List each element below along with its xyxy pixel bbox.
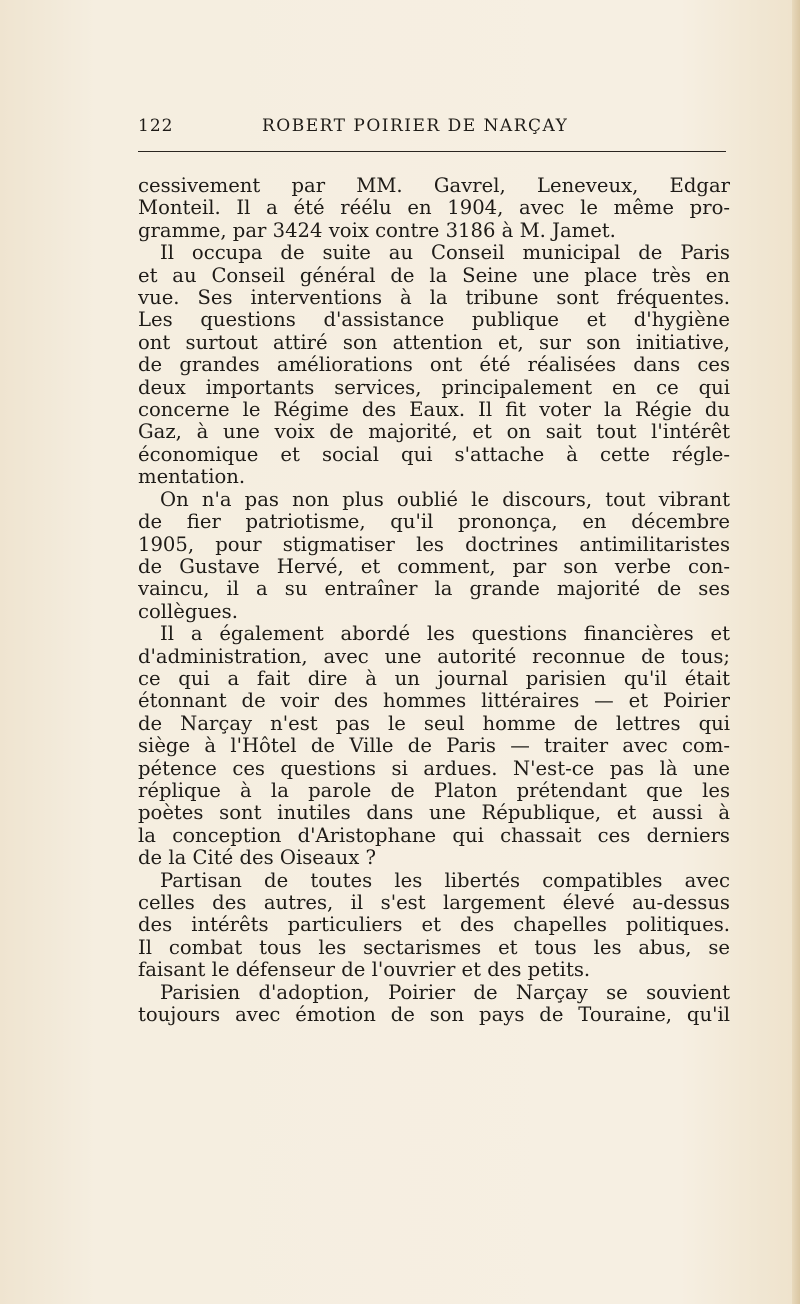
text-line: cessivement par MM. Gavrel, Leneveux, Edgar	[138, 175, 730, 197]
text-line: Il a également abordé les questions financières et	[160, 623, 730, 646]
text-line: Monteil. Il a été réélu en 1904, avec le même pro-	[138, 197, 730, 220]
text-line: de grandes améliorations ont été réalisées dans ces	[138, 354, 730, 377]
text-line: collègues.	[138, 600, 238, 623]
text-line: gramme, par 3424 voix contre 3186 à M. Jamet.	[138, 219, 616, 242]
text-line: mentation.	[138, 466, 246, 489]
text-line: Gaz, à une voix de majorité, et on sait tout l'intérêt	[138, 421, 730, 444]
text-line: Il occupa de suite au Conseil municipal de Paris	[160, 242, 730, 265]
text-line: siège à l'Hôtel de Ville de Paris — traiter avec com-	[138, 735, 730, 758]
header-rule	[138, 151, 726, 152]
text-line: faisant le défenseur de l'ouvrier et des petits.	[138, 959, 591, 982]
text-line: réplique à la parole de Platon prétendant que les	[138, 779, 730, 802]
text-line: de Gustave Hervé, et comment, par son verbe con-	[138, 555, 730, 578]
text-line: de Narçay n'est pas le seul homme de lettres qui	[138, 712, 730, 735]
text-line: pétence ces questions si ardues. N'est-ce pas là une	[138, 757, 730, 780]
running-head	[138, 112, 726, 142]
text-line: On n'a pas non plus oublié le discours, tout vibrant	[160, 488, 730, 511]
text-line: ce qui a fait dire à un journal parisien qu'il était	[138, 667, 730, 690]
text-line: Les questions d'assistance publique et d'hygiène	[138, 309, 730, 332]
text-line: d'administration, avec une autorité reconnue de tous;	[138, 645, 730, 668]
text-line: vaincu, il a su entraîner la grande majorité de ses	[138, 578, 730, 601]
text-line: Parisien d'adoption, Poirier de Narçay se souvient	[160, 981, 730, 1004]
text-line: de fier patriotisme, qu'il prononça, en décembre	[138, 511, 730, 534]
text-line: ont surtout attiré son attention et, sur son initiative,	[138, 331, 730, 354]
text-line: vue. Ses interventions à la tribune sont fréquentes.	[138, 287, 730, 310]
text-line: celles des autres, il s'est largement élevé au-dessus	[138, 892, 730, 914]
body-text	[138, 175, 730, 1026]
text-line: de la Cité des Oiseaux ?	[138, 847, 376, 870]
page-edge	[792, 0, 800, 1304]
text-line: économique et social qui s'attache à cette régle-	[138, 443, 730, 466]
text-line: poètes sont inutiles dans une République, et aussi à	[138, 802, 730, 825]
text-line: Partisan de toutes les libertés compatibles avec	[160, 869, 730, 892]
text-line: et au Conseil général de la Seine une place très en	[138, 264, 730, 287]
running-title: ROBERT POIRIER DE NARÇAY	[262, 116, 569, 136]
text-line: des intérêts particuliers et des chapelles politiques.	[138, 914, 730, 937]
text-line: 1905, pour stigmatiser les doctrines antimilitaristes	[138, 533, 730, 556]
text-line: concerne le Régime des Eaux. Il fit voter la Régie du	[138, 399, 730, 422]
text-line: la conception d'Aristophane qui chassait ces derniers	[138, 824, 730, 847]
text-line: toujours avec émotion de son pays de Touraine, qu'il	[138, 1004, 730, 1027]
page-number: 122	[138, 116, 174, 136]
text-line: Il combat tous les sectarismes et tous les abus, se	[138, 936, 730, 959]
text-line: deux importants services, principalement en ce qui	[138, 376, 730, 399]
text-line: étonnant de voir des hommes littéraires — et Poirier	[138, 690, 730, 713]
